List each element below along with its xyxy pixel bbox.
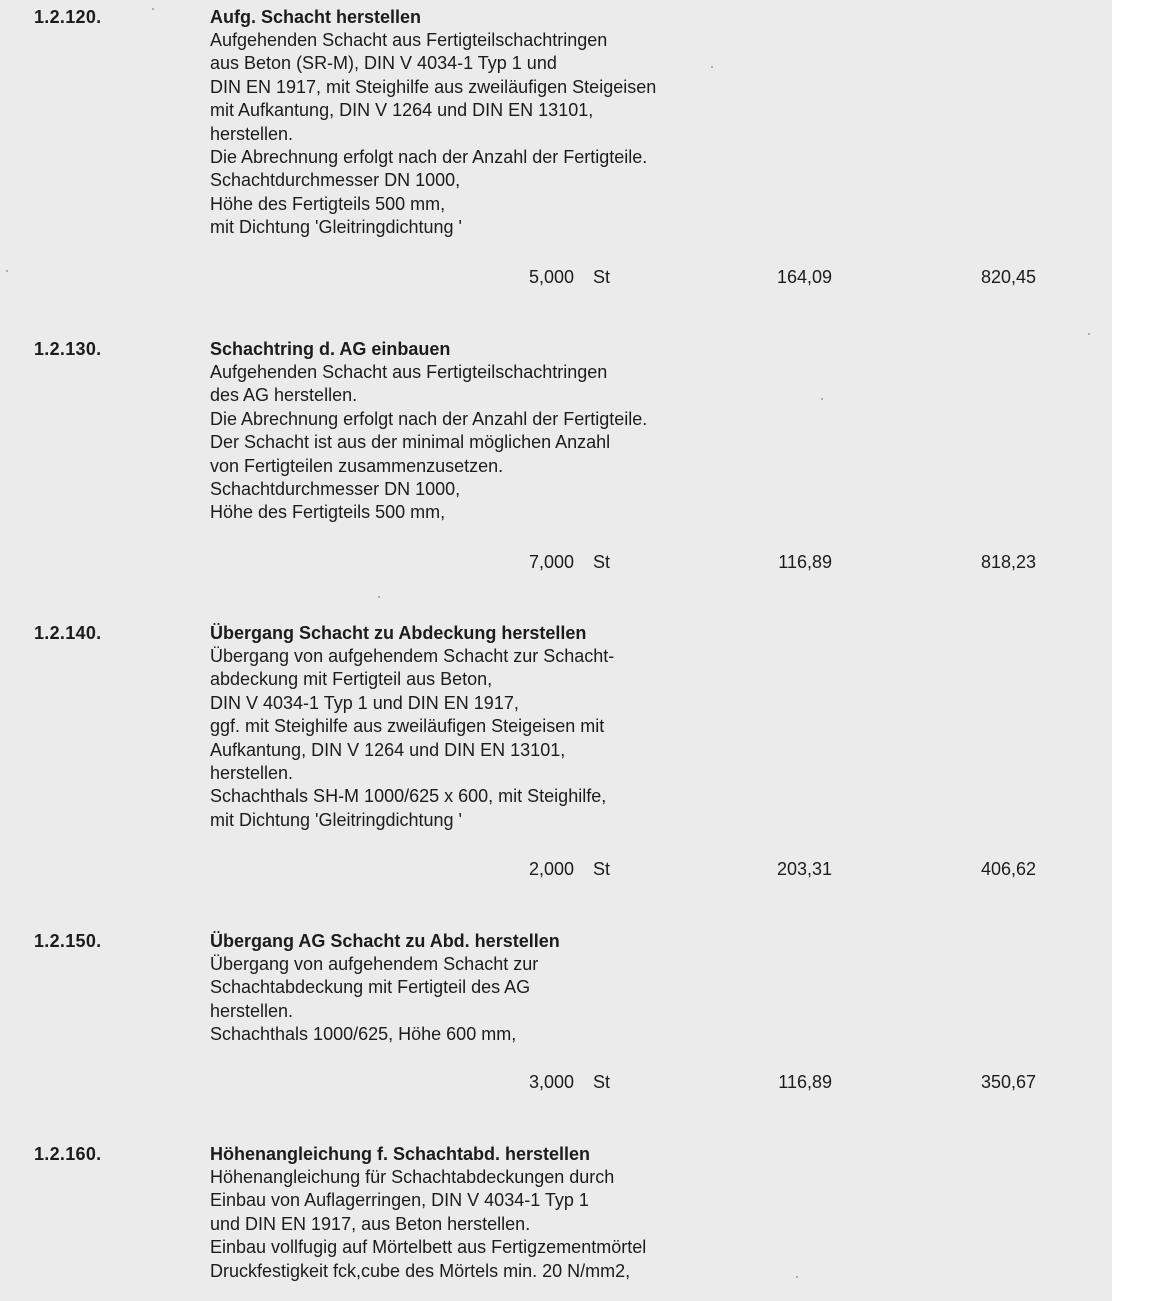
scan-speck: [796, 1276, 798, 1278]
description-line: Höhenangleichung für Schachtabdeckungen durch: [210, 1167, 615, 1187]
description-line: Schachtdurchmesser DN 1000,: [210, 170, 461, 191]
amount-row: [0, 550, 1112, 574]
unit: St: [593, 1072, 611, 1092]
description-line: Einbau vollfugig auf Mörtelbett aus Fertigzementmörtel: [210, 1237, 647, 1258]
unit-price: 203,31: [776, 859, 832, 879]
description-line: DIN EN 1917, mit Steighilfe aus zweiläufigen Steigeisen: [210, 76, 657, 97]
position-title: Übergang Schacht zu Abdeckung herstellen: [210, 623, 587, 643]
position-description: [210, 29, 656, 240]
position-title: Übergang AG Schacht zu Abd. herstellen: [210, 931, 560, 951]
description-line: des AG herstellen.: [210, 385, 358, 406]
unit: St: [593, 267, 611, 287]
position-number: 1.2.150.: [34, 931, 102, 951]
description-line: ggf. mit Steighilfe aus zweiläufigen Steigeisen mit: [210, 716, 605, 737]
description-line: Der Schacht ist aus der minimal möglichen Anzahl: [210, 432, 611, 453]
position-description: [210, 645, 614, 832]
scan-speck: [821, 398, 823, 400]
position-title: Höhenangleichung f. Schachtabd. herstellen: [210, 1144, 591, 1164]
description-line: Die Abrechnung erfolgt nach der Anzahl der Fertigteile.: [210, 147, 648, 168]
position-number: 1.2.130.: [34, 339, 102, 359]
description-line: Schachtabdeckung mit Fertigteil des AG: [210, 977, 531, 998]
position-title: Aufg. Schacht herstellen: [210, 7, 422, 27]
scan-speck: [711, 66, 713, 68]
quantity: 7,000: [528, 552, 574, 572]
total-price: 818,23: [980, 552, 1036, 572]
scan-speck: [378, 596, 380, 598]
description-line: und DIN EN 1917, aus Beton herstellen.: [210, 1213, 531, 1234]
description-line: Höhe des Fertigteils 500 mm,: [210, 193, 446, 214]
description-line: Aufgehenden Schacht aus Fertigteilschachtringen: [210, 362, 608, 382]
unit-price: 164,09: [776, 267, 832, 287]
description-line: Einbau von Auflagerringen, DIN V 4034-1 Typ 1: [210, 1190, 589, 1211]
unit-price: 116,89: [778, 1072, 832, 1092]
total-price: 406,62: [980, 859, 1036, 879]
scan-speck: [152, 8, 154, 10]
position-description: [210, 361, 647, 525]
position-number: 1.2.120.: [34, 7, 102, 27]
description-line: DIN V 4034-1 Typ 1 und DIN EN 1917,: [210, 692, 519, 713]
description-line: Aufgehenden Schacht aus Fertigteilschachtringen: [210, 30, 608, 50]
amount-row: [0, 1070, 1112, 1094]
position-number: 1.2.160.: [34, 1144, 102, 1164]
description-line: mit Dichtung 'Gleitringdichtung ': [210, 809, 462, 830]
quantity: 2,000: [528, 859, 574, 879]
quantity: 5,000: [528, 267, 574, 287]
unit-price: 116,89: [778, 552, 832, 572]
unit: St: [593, 859, 611, 879]
amount-row: [0, 265, 1112, 289]
total-price: 350,67: [980, 1072, 1036, 1092]
position-title: Schachtring d. AG einbauen: [210, 339, 451, 359]
position-number: 1.2.140.: [34, 623, 102, 643]
position-description: [210, 1166, 646, 1283]
description-line: Übergang von aufgehendem Schacht zur: [210, 954, 539, 974]
description-line: Aufkantung, DIN V 1264 und DIN EN 13101,: [210, 739, 566, 760]
page-margin: [1112, 0, 1152, 1301]
position-description: [210, 953, 538, 1047]
description-line: Schachthals SH-M 1000/625 x 600, mit Steighilfe,: [210, 786, 607, 807]
amount-row: [0, 857, 1112, 881]
description-line: von Fertigteilen zusammenzusetzen.: [210, 455, 504, 476]
description-line: mit Aufkantung, DIN V 1264 und DIN EN 13101,: [210, 100, 594, 121]
description-line: aus Beton (SR-M), DIN V 4034-1 Typ 1 und: [210, 53, 557, 74]
description-line: Die Abrechnung erfolgt nach der Anzahl der Fertigteile.: [210, 408, 648, 429]
description-line: Druckfestigkeit fck,cube des Mörtels min. 20 N/mm2,: [210, 1260, 631, 1281]
total-price: 820,45: [980, 267, 1036, 287]
description-line: Schachtdurchmesser DN 1000,: [210, 479, 461, 500]
scan-speck: [1088, 333, 1090, 335]
description-line: Schachthals 1000/625, Höhe 600 mm,: [210, 1024, 517, 1045]
description-line: abdeckung mit Fertigteil aus Beton,: [210, 669, 493, 690]
description-line: Höhe des Fertigteils 500 mm,: [210, 502, 446, 523]
unit: St: [593, 552, 611, 572]
description-line: herstellen.: [210, 1000, 294, 1021]
description-line: herstellen.: [210, 763, 294, 784]
description-line: mit Dichtung 'Gleitringdichtung ': [210, 217, 462, 238]
description-line: herstellen.: [210, 123, 294, 144]
quantity: 3,000: [528, 1072, 574, 1092]
description-line: Übergang von aufgehendem Schacht zur Schacht-: [210, 646, 615, 666]
